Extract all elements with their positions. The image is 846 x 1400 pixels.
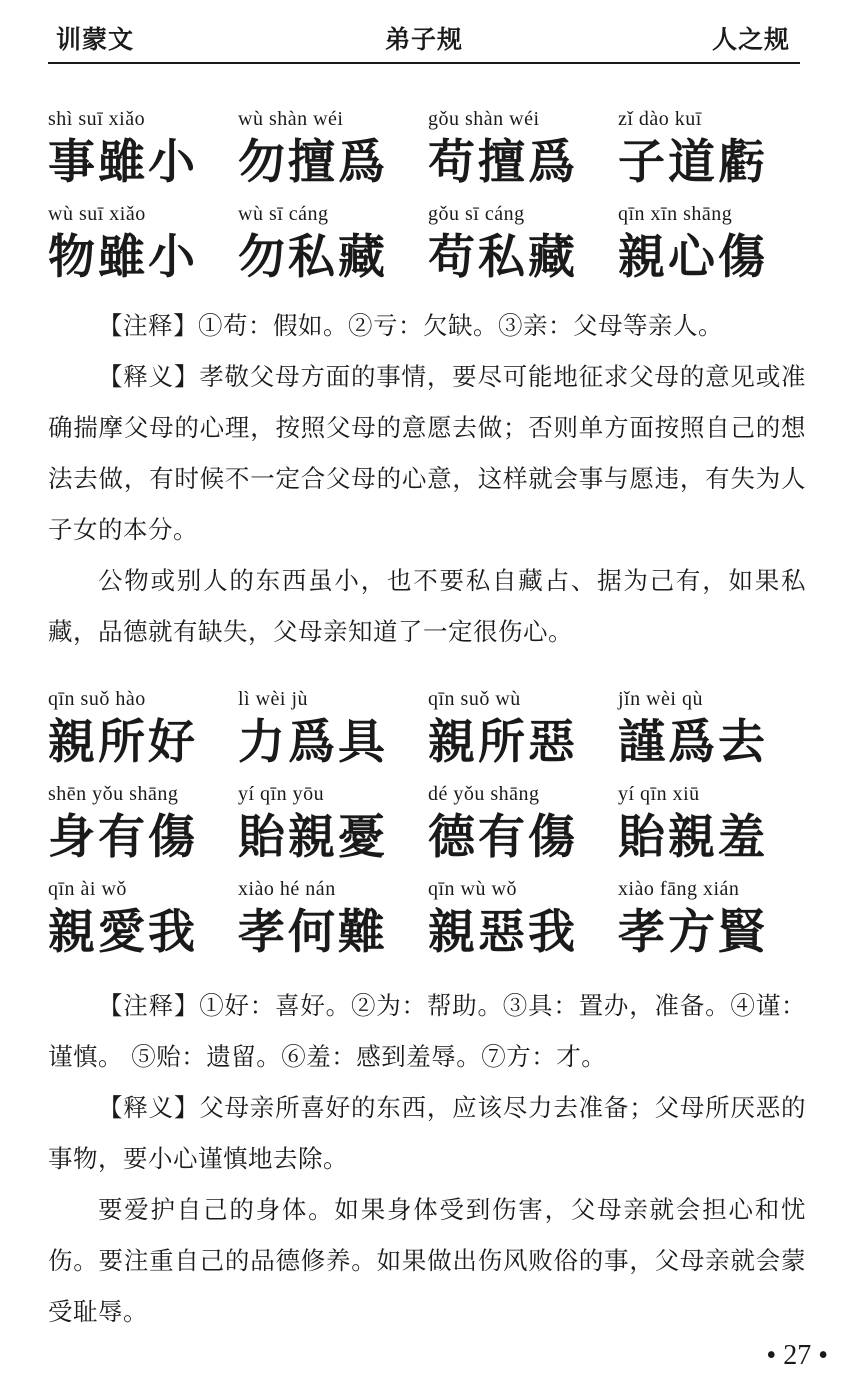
verse-phrase xyxy=(428,199,618,294)
verse-phrase xyxy=(238,199,428,294)
verse-phrase xyxy=(238,874,428,969)
annotation-paragraph xyxy=(48,300,806,351)
pinyin: yí qīn xiū xyxy=(618,783,700,805)
hanzi: 親所惡 xyxy=(428,715,578,770)
pinyin: wù sī cáng xyxy=(238,203,329,225)
hanzi: 貽親憂 xyxy=(238,810,388,865)
pinyin: zǐ dào kuī xyxy=(618,108,702,130)
pinyin: xiào fāng xián xyxy=(618,878,740,900)
verse-phrase xyxy=(428,779,618,874)
interpretation-text: 孝敬父母方面的事情，要尽可能地征求父母的意见或准确揣摩父母的心理，按照父母的意愿去做；否则单方面按照自己的想法去做，有时候不一定合父母的心意，这样就会事与愿违，有失为人子女的本分。 xyxy=(48,362,806,544)
hanzi: 親愛我 xyxy=(48,905,198,960)
pinyin: qīn wù wǒ xyxy=(428,878,517,900)
hanzi: 孝方賢 xyxy=(618,905,768,960)
hanzi: 謹爲去 xyxy=(618,715,768,770)
verse-row xyxy=(48,874,808,969)
header-chapter-title: 人之规 xyxy=(711,25,790,54)
pinyin: shì suī xiǎo xyxy=(48,108,146,130)
pinyin: gǒu shàn wéi xyxy=(428,108,540,130)
pinyin: wù suī xiǎo xyxy=(48,203,146,225)
header-book-title: 弟子规 xyxy=(384,25,463,54)
verse-phrase xyxy=(618,199,808,294)
pinyin: xiào hé nán xyxy=(238,878,336,900)
verse-phrase xyxy=(428,874,618,969)
pinyin: gǒu sī cáng xyxy=(428,203,525,225)
pinyin: qīn ài wǒ xyxy=(48,878,127,900)
verse-phrase xyxy=(238,779,428,874)
verse-row xyxy=(48,199,808,294)
hanzi: 親心傷 xyxy=(618,230,768,285)
verse-phrase xyxy=(618,779,808,874)
verse-phrase xyxy=(618,684,808,779)
interpretation-paragraph xyxy=(48,1082,806,1184)
verse-row xyxy=(48,104,808,199)
hanzi: 勿私藏 xyxy=(238,230,388,285)
pinyin: yí qīn yōu xyxy=(238,783,325,805)
verse-phrase xyxy=(48,779,238,874)
hanzi: 德有傷 xyxy=(428,810,578,865)
hanzi: 貽親羞 xyxy=(618,810,768,865)
annotation-text: ①好：喜好。②为：帮助。③具：置办，准备。④谨：谨慎。 ⑤贻：遗留。⑥羞：感到羞辱。⑦方：才。 xyxy=(48,991,806,1071)
verse-block-1 xyxy=(48,104,808,294)
annotation-text: ①苟：假如。②亏：欠缺。③亲：父母等亲人。 xyxy=(198,311,723,340)
hanzi: 事雖小 xyxy=(48,135,198,190)
interpretation-paragraph xyxy=(48,351,806,555)
verse-phrase xyxy=(48,874,238,969)
interpretation-text: 父母亲所喜好的东西，应该尽力去准备；父母所厌恶的事物，要小心谨慎地去除。 xyxy=(48,1093,806,1173)
annotation-paragraph xyxy=(48,980,806,1082)
pinyin: shēn yǒu shāng xyxy=(48,783,179,805)
pinyin: dé yǒu shāng xyxy=(428,783,540,805)
verse-phrase xyxy=(238,104,428,199)
pinyin: wù shàn wéi xyxy=(238,108,344,130)
verse-phrase xyxy=(48,104,238,199)
verse-phrase xyxy=(428,104,618,199)
commentary-block-1 xyxy=(48,300,806,657)
hanzi: 孝何難 xyxy=(238,905,388,960)
interpretation-tag: 【释义】 xyxy=(98,1093,200,1122)
hanzi: 力爲具 xyxy=(238,715,388,770)
pinyin: jǐn wèi qù xyxy=(618,688,703,710)
header-left-title: 训蒙文 xyxy=(56,25,135,54)
pinyin: lì wèi jù xyxy=(238,688,309,710)
annotation-tag: 【注释】 xyxy=(98,311,198,340)
verse-phrase xyxy=(428,684,618,779)
hanzi: 勿擅爲 xyxy=(238,135,388,190)
hanzi: 親所好 xyxy=(48,715,198,770)
pinyin: qīn suǒ wù xyxy=(428,688,521,710)
verse-phrase xyxy=(48,684,238,779)
hanzi: 身有傷 xyxy=(48,810,198,865)
verse-block-2 xyxy=(48,684,808,969)
hanzi: 物雖小 xyxy=(48,230,198,285)
hanzi: 子道虧 xyxy=(618,135,768,190)
verse-phrase xyxy=(618,104,808,199)
hanzi: 苟私藏 xyxy=(428,230,578,285)
running-header xyxy=(48,18,800,64)
hanzi: 苟擅爲 xyxy=(428,135,578,190)
verse-phrase xyxy=(48,199,238,294)
verse-phrase xyxy=(238,684,428,779)
page-number: • 27 • xyxy=(766,1340,828,1371)
hanzi: 親惡我 xyxy=(428,905,578,960)
commentary-block-2 xyxy=(48,980,806,1337)
interpretation-tag: 【释义】 xyxy=(98,362,200,391)
body-paragraph: 公物或别人的东西虽小，也不要私自藏占、据为己有，如果私藏，品德就有缺失，父母亲知道了一定很伤心。 xyxy=(48,566,806,646)
verse-row xyxy=(48,779,808,874)
body-paragraph: 要爱护自己的身体。如果身体受到伤害，父母亲就会担心和忧伤。要注重自己的品德修养。如果做出伤风败俗的事，父母亲就会蒙受耻辱。 xyxy=(48,1195,806,1326)
annotation-tag: 【注释】 xyxy=(98,991,200,1020)
verse-phrase xyxy=(618,874,808,969)
pinyin: qīn xīn shāng xyxy=(618,203,733,225)
pinyin: qīn suǒ hào xyxy=(48,688,146,710)
verse-row xyxy=(48,684,808,779)
